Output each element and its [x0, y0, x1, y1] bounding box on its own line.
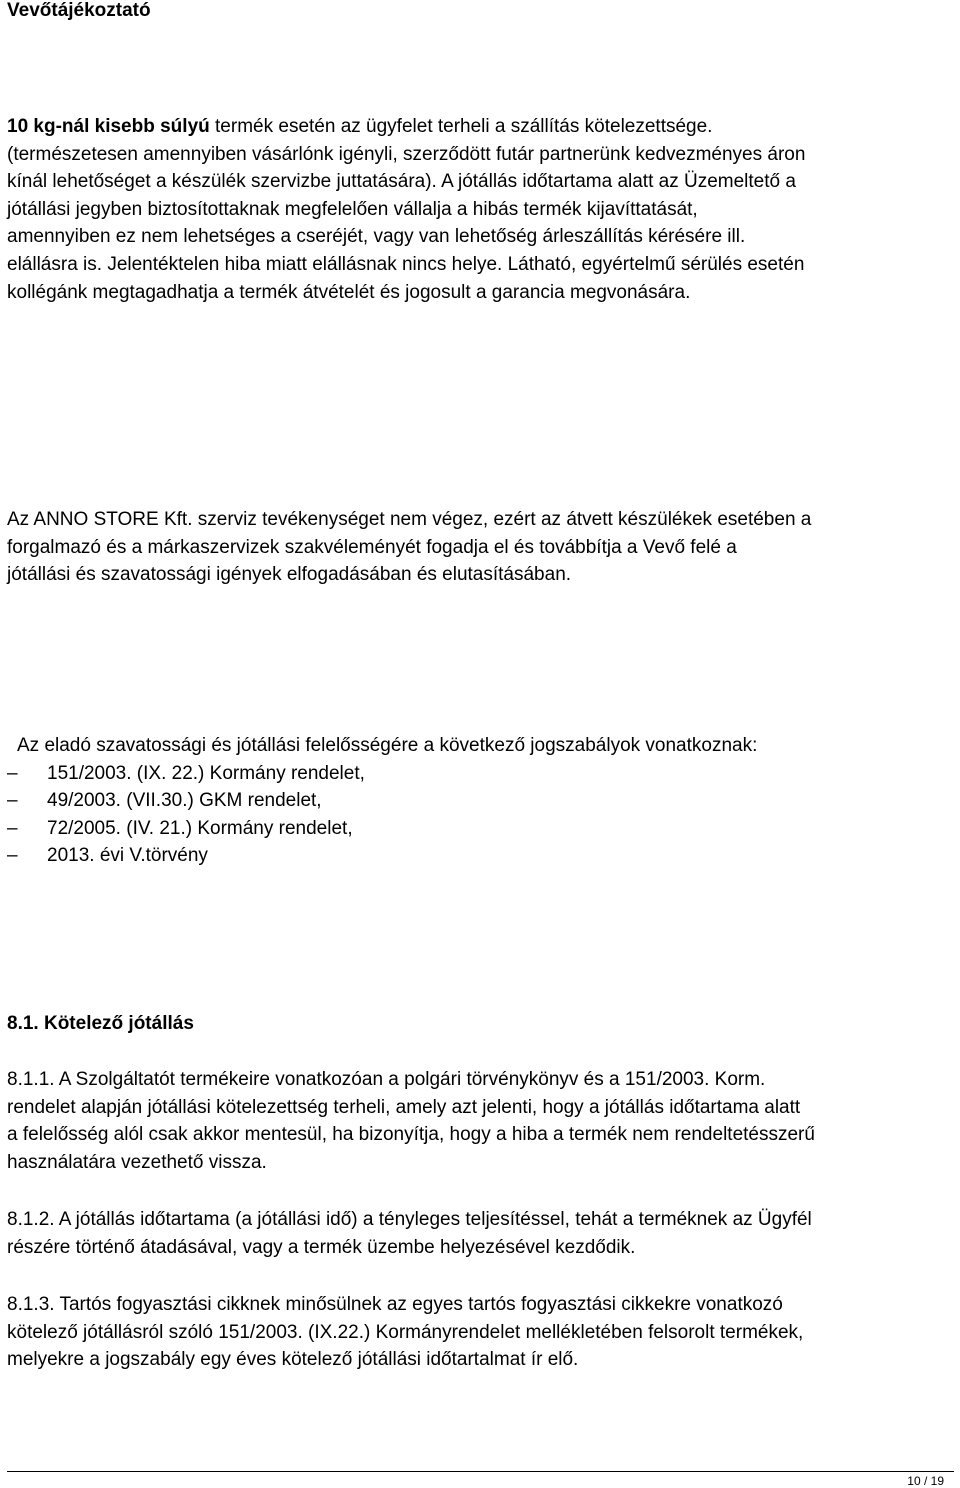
section-heading: 8.1. Kötelező jótállás [7, 1013, 194, 1034]
text-line: jótállási és szavatossági igények elfogadásában és elutasításában. [7, 564, 572, 586]
page-number: 10 / 19 [907, 1474, 944, 1488]
shipping-paragraph [7, 113, 955, 306]
bold-phrase: 10 kg-nál kisebb súlyú [7, 116, 210, 137]
document-title: Vevőtájékoztató [7, 0, 151, 21]
text-line: melyekre a jogszabály egy éves kötelező jótállási időtartalmat ír elő. [7, 1349, 579, 1371]
paragraph-8-1-2 [7, 1206, 955, 1261]
text-line: használatára vezethető vissza. [7, 1151, 267, 1173]
paragraph-8-1-3 [7, 1291, 955, 1374]
footer-divider [7, 1471, 954, 1472]
text-line: jótállási jegyben biztosítottaknak megfelelően vállalja a hibás termék kijavíttatását, [7, 198, 698, 220]
text-line: Az ANNO STORE Kft. szerviz tevékenységet nem végez, ezért az átvett készülékek esetében a [7, 509, 812, 530]
dash-bullet: – [7, 817, 18, 839]
dash-bullet: – [7, 762, 18, 784]
text-line: kötelező jótállásról szóló 151/2003. (IX.22.) Kormányrendelet mellékletében felsorolt termékek, [7, 1321, 804, 1343]
law-item: – 151/2003. (IX. 22.) Kormány rendelet, [7, 760, 955, 788]
paragraph-8-1-1 [7, 1066, 955, 1176]
text-line [7, 113, 955, 141]
laws-intro: Az eladó szavatossági és jótállási felelősségére a következő jogszabályok vonatkoznak: [17, 735, 758, 756]
text-line: elállásra is. Jelentéktelen hiba miatt elállásnak nincs helye. Látható, egyértelmű sérülés esetén [7, 253, 805, 275]
text-line: 8.1.1. A Szolgáltatót termékeire vonatkozóan a polgári törvénykönyv és a 151/2003. Korm. [7, 1069, 766, 1090]
text-line: a felelősség alól csak akkor mentesül, ha bizonyítja, hogy a hiba a termék nem rendeltetésszerű [7, 1124, 815, 1146]
text-line: forgalmazó és a márkaszervizek szakvéleményét fogadja el és továbbítja a Vevő felé a [7, 536, 737, 558]
text-line: 8.1.2. A jótállás időtartama (a jótállási idő) a tényleges teljesítéssel, tehát a terméknek az Ügyfél [7, 1209, 812, 1230]
line-text: termék esetén az ügyfelet terheli a szállítás kötelezettsége. [209, 116, 713, 137]
text-line: kínál lehetőséget a készülék szervizbe juttatására). A jótállás időtartama alatt az Üzemeltető a [7, 171, 796, 193]
laws-block [7, 732, 955, 870]
dash-bullet: – [7, 790, 18, 812]
law-item: – 49/2003. (VII.30.) GKM rendelet, [7, 787, 955, 815]
dash-bullet: – [7, 845, 18, 867]
service-paragraph [7, 506, 955, 589]
law-item: – 72/2005. (IV. 21.) Kormány rendelet, [7, 815, 955, 843]
text-line: (természetesen amennyiben vásárlónk igényli, szerződött futár partnerünk kedvezményes áron [7, 143, 806, 165]
text-line: részére történő átadásával, vagy a termék üzembe helyezésével kezdődik. [7, 1236, 636, 1258]
text-line: rendelet alapján jótállási kötelezettség terheli, amely azt jelenti, hogy a jótállás időtartama alatt [7, 1096, 801, 1118]
text-line: 8.1.3. Tartós fogyasztási cikknek minősülnek az egyes tartós fogyasztási cikkekre vonatkozó [7, 1294, 783, 1315]
law-item: – 2013. évi V.törvény [7, 842, 955, 870]
text-line: kollégánk megtagadhatja a termék átvételét és jogosult a garancia megvonására. [7, 281, 691, 303]
text-line: amennyiben ez nem lehetséges a cseréjét, vagy van lehetőség árleszállítás kérésére ill. [7, 226, 746, 248]
